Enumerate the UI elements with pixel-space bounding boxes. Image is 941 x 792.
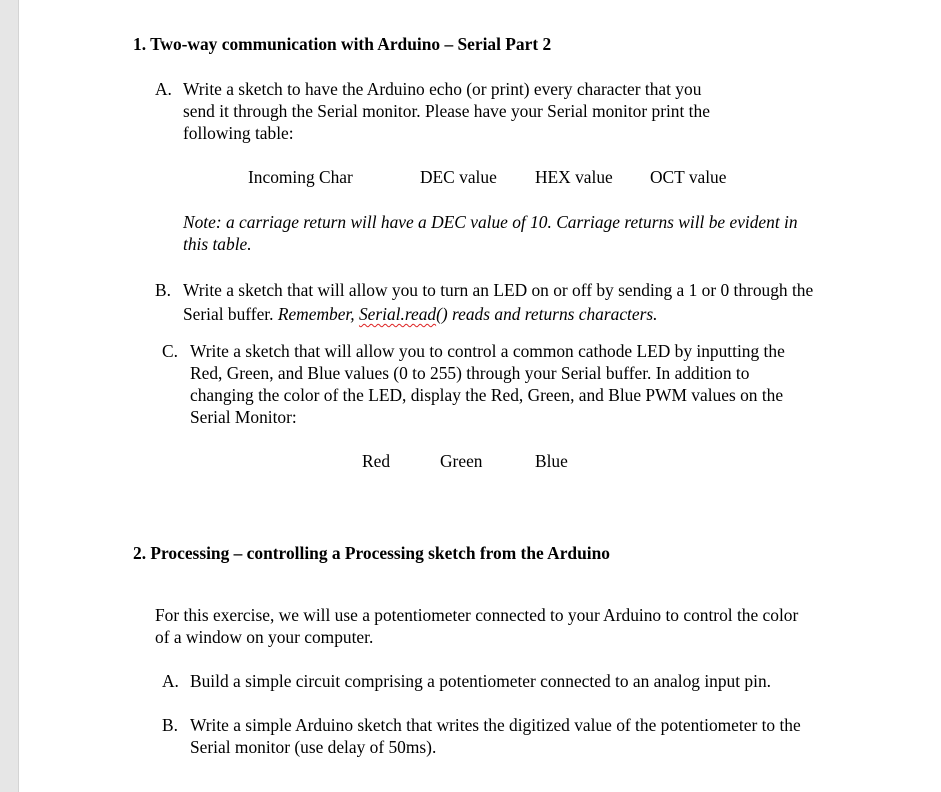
item-2a-marker: A. xyxy=(162,671,179,691)
item-1a-line-2: send it through the Serial monitor. Please have your Serial monitor print the xyxy=(183,101,710,121)
section-2-intro-line-1: For this exercise, we will use a potentiometer connected to your Arduino to control the color xyxy=(155,605,799,625)
table-header-oct-value: OCT value xyxy=(650,167,727,187)
item-1c-line-3: changing the color of the LED, display the Red, Green, and Blue PWM values on the xyxy=(190,385,784,405)
item-1c-line-2: Red, Green, and Blue values (0 to 255) through your Serial buffer. In addition to xyxy=(190,363,750,383)
item-2b-line-2: Serial monitor (use delay of 50ms). xyxy=(190,737,437,757)
item-1b-marker: B. xyxy=(155,280,171,300)
item-2a-line-1: Build a simple circuit comprising a potentiometer connected to an analog input pin. xyxy=(190,671,771,691)
note-line-1: Note: a carriage return will have a DEC value of 10. Carriage returns will be evident in xyxy=(183,212,798,232)
table-header-blue: Blue xyxy=(535,451,568,471)
section-1-heading: 1. Two-way communication with Arduino – Serial Part 2 xyxy=(133,34,552,54)
table-header-red: Red xyxy=(362,451,391,471)
table-header-incoming-char: Incoming Char xyxy=(248,167,353,187)
item-1b-line-2 xyxy=(183,303,657,325)
section-2-intro-line-2: of a window on your computer. xyxy=(155,627,374,647)
spellcheck-underlined-word: Serial.read xyxy=(358,304,437,324)
item-1b-italic-pre: Remember, xyxy=(277,304,359,324)
item-1c-marker: C. xyxy=(162,341,178,361)
item-1c-line-1: Write a sketch that will allow you to control a common cathode LED by inputting the xyxy=(190,341,785,361)
note-line-2: this table. xyxy=(183,234,252,254)
item-1b-line-1: Write a sketch that will allow you to turn an LED on or off by sending a 1 or 0 through the xyxy=(183,280,814,300)
item-1a-line-1: Write a sketch to have the Arduino echo (or print) every character that you xyxy=(183,79,702,99)
item-1a-line-3: following table: xyxy=(183,123,294,143)
item-1c-line-4: Serial Monitor: xyxy=(190,407,297,427)
item-1a-marker: A. xyxy=(155,79,172,99)
item-2b-marker: B. xyxy=(162,715,178,735)
table-header-dec-value: DEC value xyxy=(420,167,497,187)
section-2-heading: 2. Processing – controlling a Processing sketch from the Arduino xyxy=(133,543,610,563)
item-2b-line-1: Write a simple Arduino sketch that writes the digitized value of the potentiometer to the xyxy=(190,715,801,735)
item-1b-italic-post: () reads and returns characters. xyxy=(436,304,658,324)
item-1b-line-2-start: Serial buffer. xyxy=(183,304,278,324)
table-header-hex-value: HEX value xyxy=(535,167,613,187)
table-header-green: Green xyxy=(440,451,483,471)
